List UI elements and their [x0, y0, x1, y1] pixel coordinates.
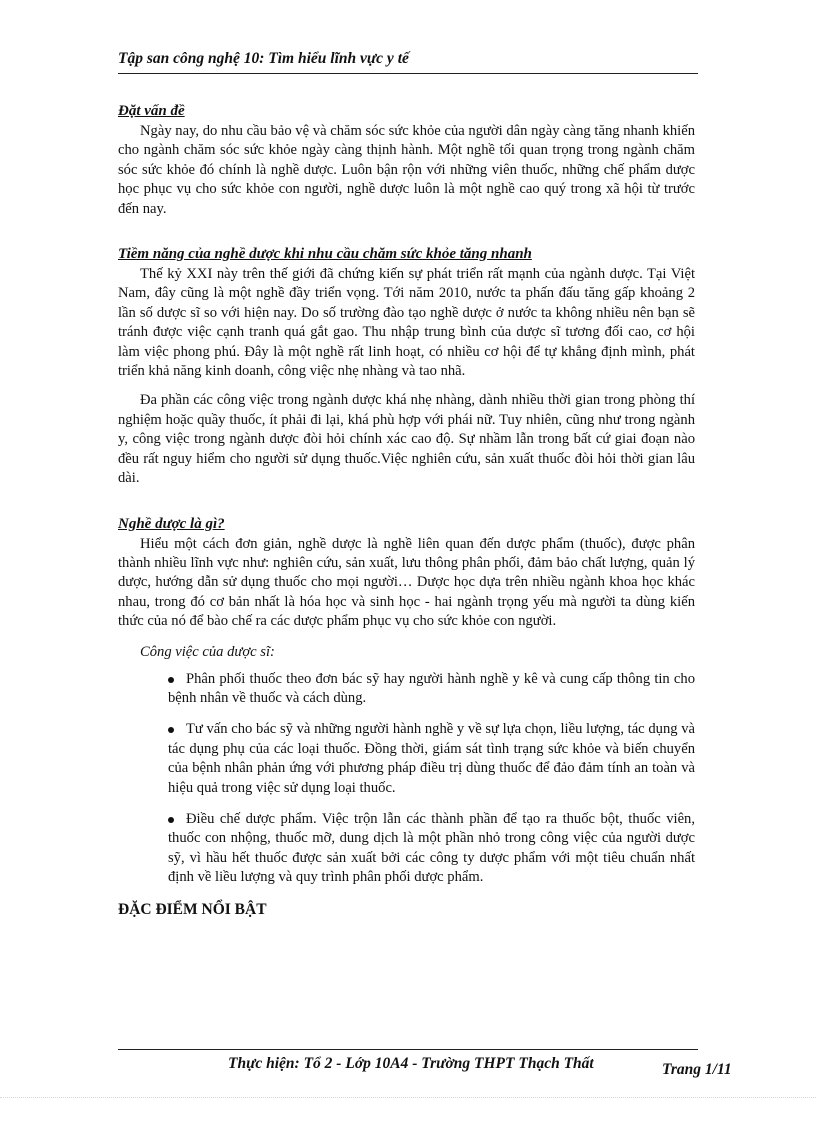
footer-divider — [118, 1049, 698, 1050]
potential-paragraph-2: Đa phần các công việc trong ngành dược khá nhẹ nhàng, dành nhiều thời gian trong phòng thí nghiệm hoặc quầy thuốc, ít phải đi lại, khá phù hợp với phái nữ. Tuy nhiên, cũng như trong ngành y, công việc trong ngành dược đòi hỏi chính xác cao độ. Sự nhầm lẫn trong bất cứ giai đoạn nào đều rất nguy hiểm cho người sử dụng thuốc.Việc nghiên cứu, sản xuất thuốc đòi hỏi thời gian lâu dài. — [118, 392, 695, 487]
intro-paragraph: Ngày nay, do nhu cầu bảo vệ và chăm sóc sức khỏe của người dân ngày càng tăng nhanh khiến cho ngành chăm sóc sức khỏe ngày càng thịnh hành. Một nghề tối quan trọng trong ngành chăm sóc sức khỏe đó chính là nghề dược. Luôn bận rộn với những viên thuốc, những chế phẩm dược học phục vụ cho sức khỏe con người, nghề dược luôn là một nghề cao quý trong xã hội từ trước đến nay. — [118, 123, 695, 217]
header-divider — [118, 73, 698, 74]
pharmacist-duties-list — [118, 670, 695, 888]
list-item-text: Phân phối thuốc theo đơn bác sỹ hay người hành nghề y kê và cung cấp thông tin cho bệnh nhân về thuốc và cách dùng. — [168, 670, 695, 706]
what-paragraph: Hiểu một cách đơn giản, nghề dược là nghề liên quan đến dược phẩm (thuốc), được phân thành nhiều lĩnh vực như: nghiên cứu, sản xuất, lưu thông phân phối, đảm bảo chất lượng, quản lý dược, hướng dẫn sử dụng thuốc cho mọi người… Dược học dựa trên nhiều ngành khoa học khác nhau, trong đó cơ bản nhất là hóa học và sinh học - hai ngành trọng yếu mà người ta dùng kiến thức của nó để bào chế ra các dược phẩm phục vụ cho sức khỏe con người. — [118, 535, 695, 630]
list-item — [168, 810, 695, 888]
bullet-icon — [168, 677, 174, 683]
potential-paragraph-1: Thế kỷ XXI này trên thế giới đã chứng kiến sự phát triển rất mạnh của ngành dược. Tại Việt Nam, đây cũng là một nghề đầy triển vọng. Tới năm 2010, nước ta phấn đấu tăng gấp khoảng 2 lần số dược sĩ so với hiện nay. Do số trường đào tạo nghề dược ở nước ta không nhiều nên bạn sẽ tránh được việc cạnh tranh quá gắt gao. Thu nhập trung bình của dược sĩ tương đối cao, cơ hội làm việc phong phú. Đây là một nghề rất linh hoạt, có nhiều cơ hội để tự khẳng định mình, phát triển khả năng kinh doanh, công việc nhẹ nhàng và tao nhã. — [118, 266, 695, 380]
footer-credit: Thực hiện: Tổ 2 - Lớp 10A4 - Trường THPT Thạch Thất — [228, 1055, 594, 1072]
list-item-text: Điều chế dược phẩm. Việc trộn lẫn các thành phần để tạo ra thuốc bột, thuốc viên, thuốc con nhộng, thuốc mỡ, dung dịch là một phần nhỏ trong công việc của người dược sỹ, vì hầu hết thuốc được sản xuất bởi các công ty dược phẩm với một tiêu chuẩn nhất định về liều lượng và quy trình phân phối dược phẩm. — [168, 810, 695, 886]
list-item-text: Tư vấn cho bác sỹ và những người hành nghề y về sự lựa chọn, liều lượng, tác dụng và tác dụng phụ của các loại thuốc. Đồng thời, giám sát tình trạng sức khỏe và biến chuyển của bệnh nhân phản ứng với phương pháp điều trị dùng thuốc để đảo đảm tính an toàn và hiệu quả trong việc sử dụng loại thuốc. — [168, 721, 695, 796]
page-edge — [0, 1097, 816, 1098]
bullet-icon — [168, 817, 174, 823]
pharmacist-duties-heading: Công việc của dược sĩ: — [140, 643, 275, 660]
section-title-what: Nghề dược là gì? — [118, 515, 225, 532]
document-body — [118, 100, 695, 920]
header-title: Tập san công nghệ 10: Tìm hiểu lĩnh vực y tế — [118, 50, 409, 67]
bullet-icon — [168, 727, 174, 733]
section-title-features: ĐẶC ĐIỂM NỔI BẬT — [118, 900, 267, 918]
list-item — [168, 720, 695, 798]
list-item — [168, 670, 695, 709]
section-title-potential: Tiềm năng của nghề dược khi nhu cầu chăm sức khỏe tăng nhanh — [118, 246, 532, 263]
page-number: Trang 1/11 — [662, 1061, 732, 1078]
section-title-intro: Đặt vấn đề — [118, 103, 185, 119]
